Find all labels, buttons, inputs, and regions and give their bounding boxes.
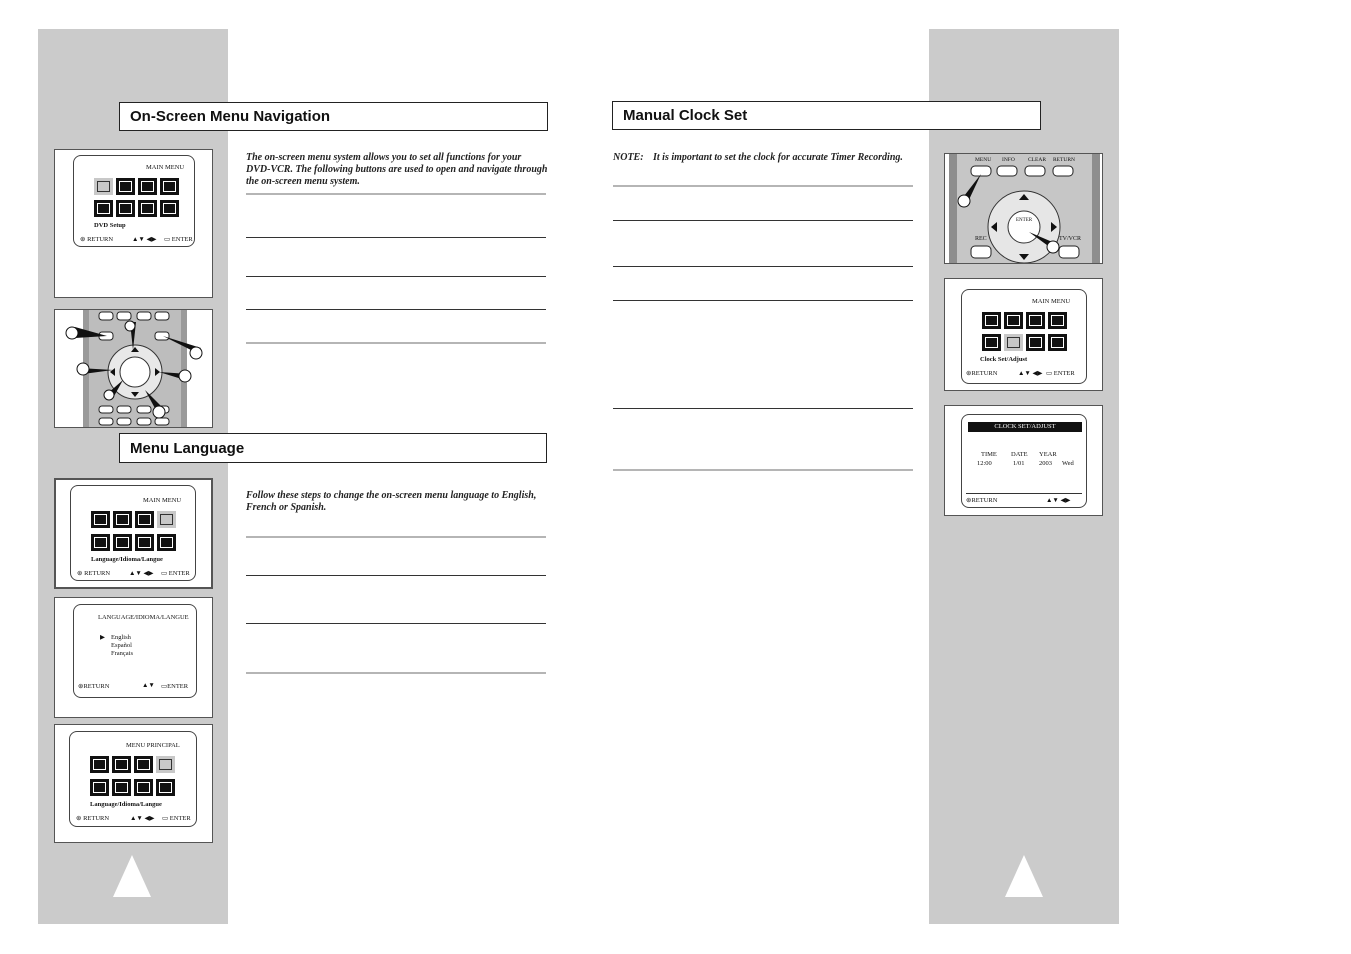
- language-menu-principal-panel: [54, 724, 213, 843]
- dvd-setup-icon: [982, 312, 1001, 329]
- antenna-icon: [135, 534, 154, 551]
- dvd-setup-icon: [90, 756, 109, 773]
- screen-title: MENU PRINCIPAL: [126, 742, 180, 749]
- option-espanol: Español: [111, 642, 132, 649]
- enter-label: ENTER: [167, 683, 189, 690]
- antenna-icon: [134, 779, 153, 796]
- enter-hint: ▭ ENTER: [164, 236, 193, 243]
- antenna-icon: [1026, 334, 1045, 351]
- lang-rule-2: [246, 575, 546, 576]
- lang-rule-4: [246, 672, 546, 674]
- clock-icon: [138, 178, 157, 195]
- program-list-icon: [91, 534, 110, 551]
- left-page-marker-triangle: [113, 855, 151, 897]
- day-value: Wed: [1062, 460, 1074, 467]
- return-hint: ⊛RETURN: [966, 370, 998, 377]
- dvd-setup-icon: [91, 511, 110, 528]
- arrows-hint: ▲▼ ◀▶: [1018, 370, 1043, 377]
- clock-note-text: It is important to set the clock for accurate Timer Recording.: [653, 152, 903, 163]
- option-english: English: [111, 634, 131, 641]
- return-hint: ⊛ RETURN: [76, 815, 110, 822]
- language-globe-icon: [157, 511, 176, 528]
- screen-title: CLOCK SET/ADJUST: [994, 423, 1056, 430]
- nav-rule-1: [246, 193, 546, 195]
- language-intro-text: Follow these steps to change the on-screen menu language to English, French or Spanish.: [246, 490, 537, 513]
- remote-menu-label: MENU: [975, 157, 992, 163]
- clock-rule-1: [613, 185, 913, 187]
- tv-screen: [69, 731, 197, 827]
- timer-icon: [113, 534, 132, 551]
- year-column-header: YEAR: [1039, 451, 1057, 458]
- tv-screen: [73, 604, 197, 698]
- enter-label: ENTER: [168, 570, 190, 577]
- vcr-setup-icon: [112, 756, 131, 773]
- remote-rec-label: REC: [975, 236, 987, 242]
- clock-remote-panel: [944, 153, 1103, 264]
- lang-rule-1: [246, 536, 546, 538]
- clock-icon: [134, 756, 153, 773]
- timer-icon: [112, 779, 131, 796]
- clock-icon: [135, 511, 154, 528]
- return-label: RETURN: [87, 236, 114, 243]
- nav-rule-4: [246, 309, 546, 310]
- enter-hint: ▭ ENTER: [162, 815, 191, 822]
- vcr-setup-icon: [116, 178, 135, 195]
- date-column-header: DATE: [1011, 451, 1028, 458]
- nav-remote-panel: [54, 309, 213, 428]
- screen-title: LANGUAGE/IDIOMA/LANGUE: [98, 614, 189, 621]
- lang-rule-3: [246, 623, 546, 624]
- exit-door-icon: [157, 534, 176, 551]
- vcr-setup-icon: [1004, 312, 1023, 329]
- selected-item-label: DVD Setup: [94, 222, 126, 229]
- tv-screen: [70, 485, 196, 581]
- year-value: 2003: [1039, 460, 1052, 467]
- remote-enter-label: ENTER: [1016, 218, 1033, 223]
- clock-rule-3: [613, 266, 913, 267]
- screen-title: MAIN MENU: [143, 497, 182, 504]
- return-hint: ⊛RETURN: [78, 683, 110, 690]
- clock-rule-4: [613, 300, 913, 301]
- arrows-hint: ▲▼ ◀▶: [130, 815, 155, 822]
- language-select-panel: [54, 597, 213, 718]
- timer-icon: [116, 200, 135, 217]
- selected-item-label: Language/Idioma/Langue: [90, 801, 162, 808]
- tv-screen: [961, 289, 1087, 384]
- enter-label: ENTER: [1053, 370, 1075, 377]
- return-label: RETURN: [83, 815, 110, 822]
- return-label: RETURN: [84, 570, 111, 577]
- language-main-menu-panel: [54, 478, 213, 589]
- bottom-divider: [966, 493, 1082, 494]
- language-globe-icon: [160, 178, 179, 195]
- tv-screen: [73, 155, 195, 247]
- program-list-icon: [90, 779, 109, 796]
- remote-info-label: INFO: [1002, 157, 1015, 163]
- nav-rule-3: [246, 276, 546, 277]
- arrows-hint: ▲▼ ◀▶: [132, 236, 157, 243]
- return-label: RETURN: [971, 497, 998, 504]
- exit-door-icon: [1048, 334, 1067, 351]
- return-hint: ⊛ RETURN: [80, 236, 114, 243]
- time-value: 12:00: [977, 460, 992, 467]
- arrows-hint: ▲▼ ◀▶: [129, 570, 154, 577]
- nav-section-title: On-Screen Menu Navigation: [119, 102, 548, 131]
- clock-rule-2: [613, 220, 913, 221]
- selected-item-label: Language/Idioma/Langue: [91, 556, 163, 563]
- clock-rule-6: [613, 469, 913, 471]
- screen-title: MAIN MENU: [1032, 298, 1071, 305]
- nav-rule-5: [246, 342, 546, 344]
- time-column-header: TIME: [981, 451, 997, 458]
- screen-title: MAIN MENU: [146, 164, 185, 171]
- timer-icon: [1004, 334, 1023, 351]
- date-value: 1/01: [1013, 460, 1025, 467]
- enter-label: ENTER: [171, 236, 193, 243]
- selected-item-label: Clock Set/Adjust: [980, 356, 1028, 363]
- return-hint: ⊛RETURN: [966, 497, 998, 504]
- nav-intro-text: The on-screen menu system allows you to set all functions for your DVD-VCR. The following buttons are used to open and navigate through the on-screen menu system.: [246, 152, 548, 187]
- language-section-title: Menu Language: [119, 433, 547, 463]
- enter-hint: ▭ ENTER: [1046, 370, 1075, 377]
- return-hint: ⊛ RETURN: [77, 570, 111, 577]
- enter-label: ENTER: [169, 815, 191, 822]
- option-francais: Français: [111, 650, 134, 657]
- language-globe-icon: [1048, 312, 1067, 329]
- nav-rule-2: [246, 237, 546, 238]
- remote-control-illustration: [945, 154, 1103, 264]
- nav-main-menu-panel: [54, 149, 213, 298]
- tv-screen: [961, 414, 1087, 508]
- clock-section-title: Manual Clock Set: [612, 101, 1041, 130]
- clock-note-label: NOTE:: [613, 152, 644, 163]
- antenna-icon: [138, 200, 157, 217]
- selection-cursor-icon: ▶: [100, 634, 105, 641]
- clock-main-menu-panel: [944, 278, 1103, 391]
- remote-clear-label: CLEAR: [1028, 157, 1047, 163]
- enter-hint: ▭ ENTER: [161, 570, 190, 577]
- program-list-icon: [982, 334, 1001, 351]
- clock-icon: [1026, 312, 1045, 329]
- clock-set-adjust-panel: [944, 405, 1103, 516]
- remote-tvvcr-label: TV/VCR: [1059, 236, 1082, 242]
- return-label: RETURN: [971, 370, 998, 377]
- language-globe-icon: [156, 756, 175, 773]
- exit-door-icon: [156, 779, 175, 796]
- program-list-icon: [94, 200, 113, 217]
- exit-door-icon: [160, 200, 179, 217]
- enter-hint: ▭ENTER: [161, 683, 189, 690]
- dvd-setup-icon: [94, 178, 113, 195]
- clock-rule-5: [613, 408, 913, 409]
- right-page-marker-triangle: [1005, 855, 1043, 897]
- return-label: RETURN: [83, 683, 110, 690]
- arrows-hint: ▲▼: [142, 682, 155, 689]
- remote-control-illustration: [55, 310, 213, 428]
- vcr-setup-icon: [113, 511, 132, 528]
- arrows-hint: ▲▼ ◀▶: [1046, 497, 1071, 504]
- remote-return-label: RETURN: [1053, 157, 1075, 163]
